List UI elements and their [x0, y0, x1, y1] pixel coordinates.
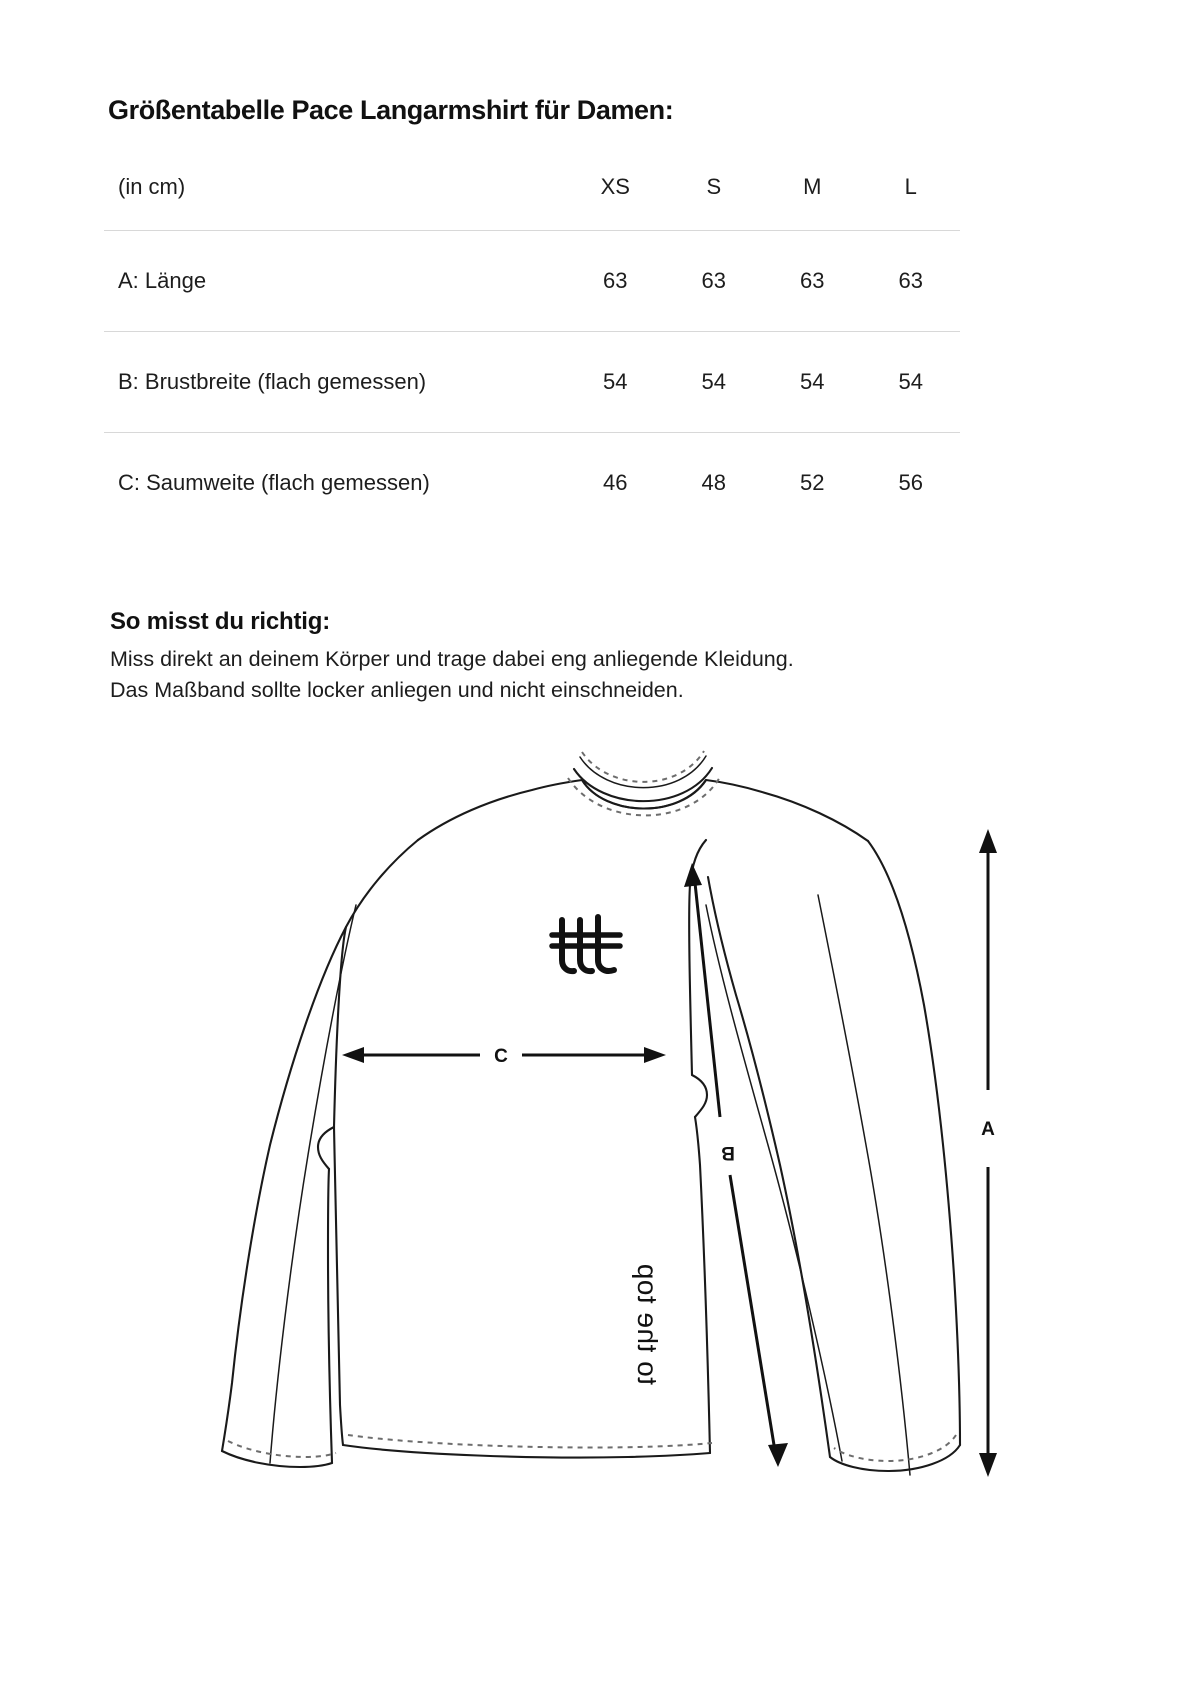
- cell-a-m: 63: [763, 231, 861, 332]
- brand-text: to the top: [632, 1263, 663, 1385]
- column-header-unit: (in cm): [118, 174, 186, 199]
- cell-b-l: 54: [862, 332, 961, 433]
- table-row: [104, 231, 960, 332]
- cell-b-m: 54: [763, 332, 861, 433]
- collar: [568, 751, 720, 815]
- how-to-measure-line-2: Das Maßband sollte locker anliegen und nicht einschneiden.: [110, 678, 684, 702]
- shirt-body-outline: [222, 780, 960, 1475]
- table-header-row: [104, 148, 960, 231]
- how-to-measure-section: [110, 608, 1010, 706]
- column-header-s: S: [706, 174, 722, 199]
- cell-c-xs: 46: [566, 433, 665, 534]
- dimension-label-a: A: [981, 1119, 995, 1140]
- cell-c-l: 56: [862, 433, 961, 534]
- column-header-l: L: [904, 174, 917, 199]
- chest-logo-ttt: [552, 917, 620, 971]
- row-label-c: C: Saumweite (flach gemessen): [104, 433, 566, 534]
- dimension-label-c: C: [494, 1046, 508, 1067]
- size-table: [104, 148, 960, 533]
- table-row: [104, 433, 960, 534]
- page-title: Größentabelle Pace Langarmshirt für Damen:: [108, 95, 674, 125]
- cell-b-s: 54: [665, 332, 763, 433]
- row-label-a: A: Länge: [104, 231, 566, 332]
- cell-a-xs: 63: [566, 231, 665, 332]
- cell-a-s: 63: [665, 231, 763, 332]
- dimension-label-b: B: [721, 1142, 735, 1163]
- how-to-measure-title: So misst du richtig:: [110, 608, 331, 635]
- column-header-xs: XS: [600, 174, 630, 199]
- cell-b-xs: 54: [566, 332, 665, 433]
- cell-c-m: 52: [763, 433, 861, 534]
- how-to-measure-line-1: Miss direkt an deinem Körper und trage dabei eng anliegende Kleidung.: [110, 647, 794, 671]
- garment-illustration: [150, 745, 1070, 1545]
- dimension-c-arrow: [342, 1046, 666, 1067]
- column-header-m: M: [803, 174, 822, 199]
- cell-c-s: 48: [665, 433, 763, 534]
- dimension-a-arrow: [979, 829, 997, 1477]
- row-label-b: B: Brustbreite (flach gemessen): [104, 332, 566, 433]
- cell-a-l: 63: [862, 231, 961, 332]
- table-row: [104, 332, 960, 433]
